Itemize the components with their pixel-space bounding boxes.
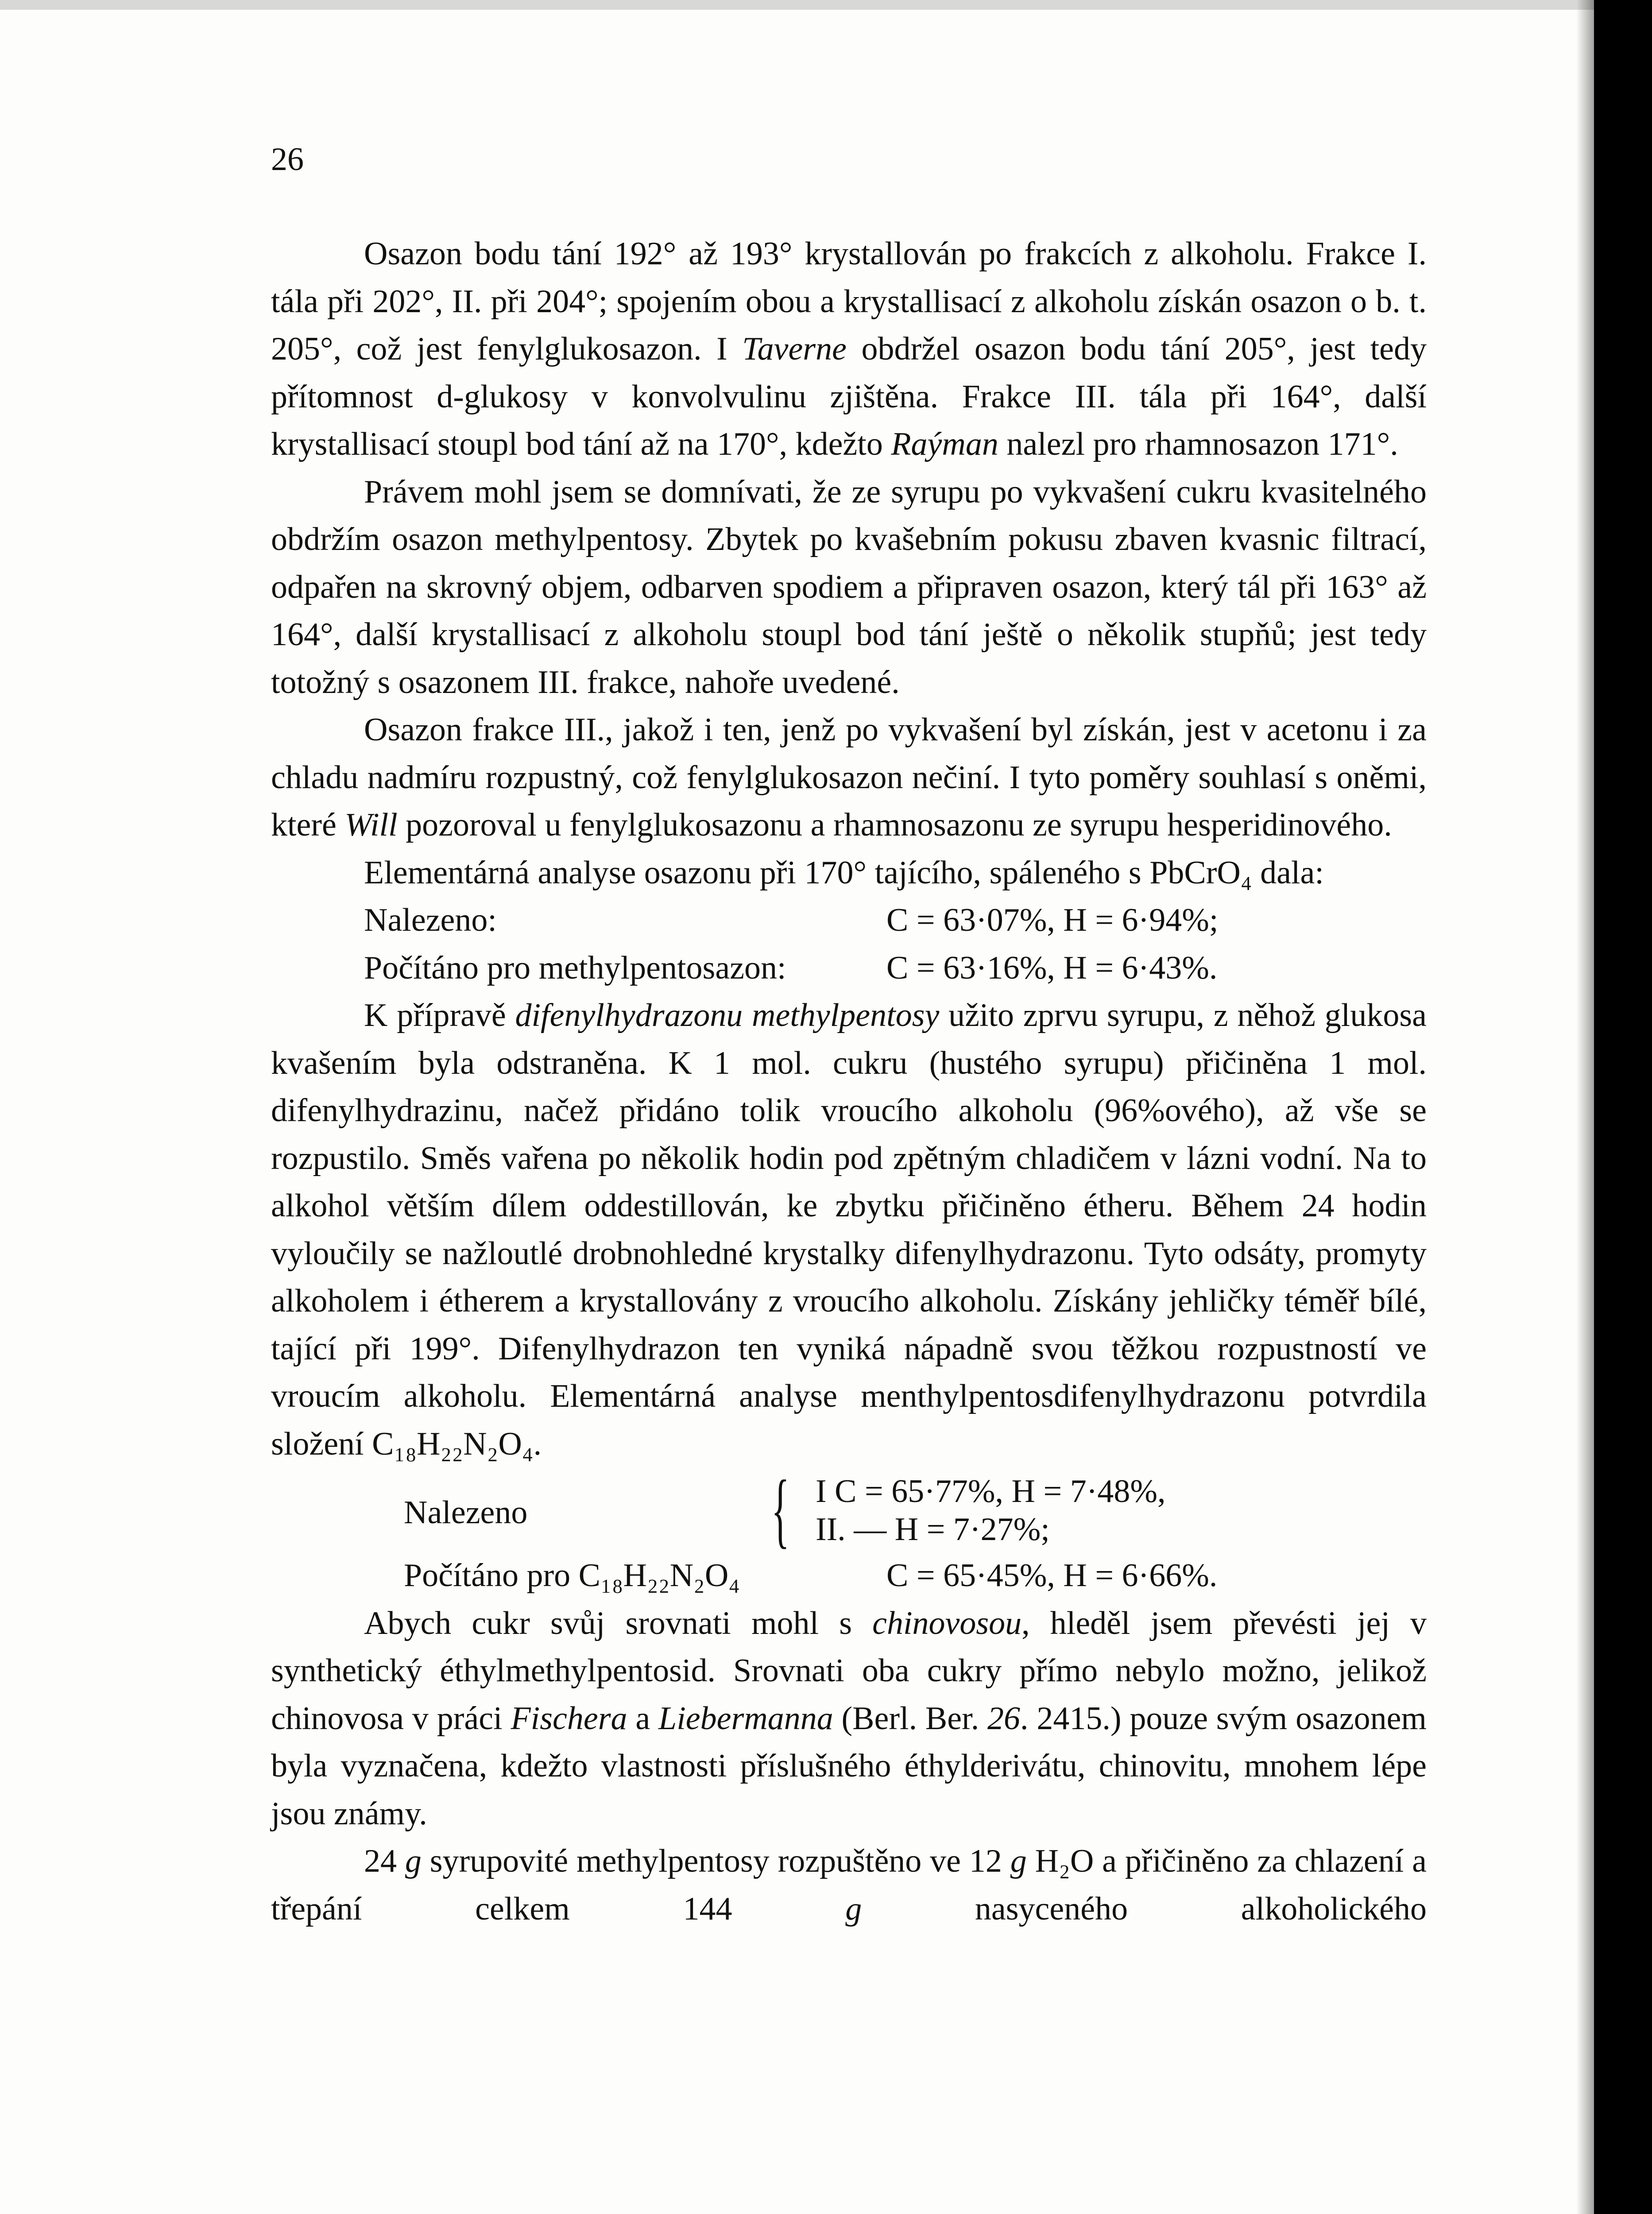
curly-brace-icon: { bbox=[771, 1463, 790, 1556]
unit-gram: g bbox=[405, 1843, 422, 1879]
paragraph-2: Právem mohl jsem se domnívati, že ze syrupu po vykvašení cukru kvasitelného obdržím osazon methylpentosy. Zbytek po kvašebním pokusu zbaven kvasnic filtrací, odpařen na skrovný objem, odbarven spodiem a připraven osazon, který tál při 163° až 164°, další krystallisací z alkoholu stoupl bod tání ještě o několik stupňů; jest tedy totožný s osazonem III. frakce, nahoře uvedené. bbox=[271, 473, 1427, 701]
analysis2-calc-row bbox=[271, 1552, 1427, 1600]
italic-term: difenylhydrazonu methylpentosy bbox=[515, 997, 940, 1033]
analysis2-found-block bbox=[271, 1463, 1427, 1556]
paragraph-3: Osazon frakce III., jakož i ten, jenž po vykvašení byl získán, jest v acetonu i za chladu nadmíru rozpustný, což fenylglukosazon nečiní. I tyto poměry souhlasí s oněmi, které Will pozoroval u fenylglukosazonu a rhamnosazonu ze syrupu hesperidinového. bbox=[271, 712, 1427, 843]
analysis2-row-1: I C = 65·77%, H = 7·48%, bbox=[816, 1473, 1166, 1510]
author-name: Raýman bbox=[891, 426, 998, 462]
volume-number: 26 bbox=[987, 1700, 1021, 1737]
analysis2-found-label: Nalezeno bbox=[404, 1494, 528, 1531]
analysis2-row-2: II. — H = 7·27%; bbox=[816, 1511, 1050, 1548]
scan-top-band bbox=[0, 0, 1594, 10]
paragraph-1: Osazon bodu tání 192° až 193° krystallován po frakcích z alkoholu. Frakce I. tála při 202°, II. při 204°; spojením obou a krystallisací z alkoholu získán osazon o b. t. 205°, což jest fenylglukosazon. I Taverne obdržel osazon bodu tání 205°, jest tedy přítomnost d-glukosy v konvolvulinu zjištěna. Frakce III. tála při 164°, další krystallisací stoupl bod tání až na 170°, kdežto Raýman nalezl pro rhamnosazon 171°. bbox=[271, 236, 1427, 462]
analysis-found-label: Nalezeno: bbox=[364, 902, 497, 938]
paragraph-7: 24 g syrupovité methylpentosy rozpuštěno ve 12 g H₂O a přičiněno za chlazení a třepání celkem 144 g nasyceného alkoholického bbox=[271, 1843, 1427, 1927]
italic-term: chinovosou bbox=[872, 1605, 1022, 1641]
paragraph-4: Elementárná analyse osazonu při 170° tajícího, spáleného s PbCrO₄ dala: bbox=[364, 854, 1324, 891]
author-name: Will bbox=[344, 807, 398, 843]
unit-gram: g bbox=[845, 1890, 862, 1927]
body-text bbox=[271, 230, 1427, 1933]
analysis-calc-label: Počítáno pro methylpentosazon: bbox=[364, 949, 786, 986]
page-number: 26 bbox=[271, 141, 304, 178]
analysis2-calc-label: Počítáno pro C₁₈H₂₂N₂O₄ bbox=[404, 1557, 740, 1594]
author-name: Taverne bbox=[742, 331, 847, 367]
paragraph-5: K přípravě difenylhydrazonu methylpentosy užito zprvu syrupu, z něhož glukosa kvašením byla odstraněna. K 1 mol. cukru (hustého syrupu) přičiněna 1 mol. difenylhydrazinu, načež přidáno tolik vroucího alkoholu (96%ového), až vše se rozpustilo. Směs vařena po několik hodin pod zpětným chladičem v lázni vodní. Na to alkohol větším dílem oddestillován, ke zbytku přičiněno étheru. Během 24 hodin vyloučily se nažloutlé drobnohledné krystalky difenylhydrazonu. Tyto odsáty, promyty alkoholem i étherem a krystallovány z vroucího alkoholu. Získány jehličky téměř bílé, tající při 199°. Difenylhydrazon ten vyniká nápadně svou těžkou rozpustností ve vroucím alkoholu. Elementárná analyse menthylpentosdifenylhydrazonu potvrdila složení C₁₈H₂₂N₂O₄. bbox=[271, 997, 1427, 1462]
analysis-found-value: C = 63·07%, H = 6·94%; bbox=[886, 902, 1219, 938]
author-name: Fischera bbox=[511, 1700, 627, 1737]
paragraph-6: Abych cukr svůj srovnati mohl s chinovosou, hleděl jsem převésti jej v synthetický éthylmethylpentosid. Srovnati oba cukry přímo nebylo možno, jelikož chinovosa v práci Fischera a Liebermanna (Berl. Ber. 26. 2415.) pouze svým osazonem byla vyznačena, kdežto vlastnosti příslušného éthylderivátu, chinovitu, mnohem lépe jsou známy. bbox=[271, 1605, 1427, 1832]
analysis-found-row bbox=[271, 897, 1427, 944]
author-name: Liebermanna bbox=[658, 1700, 833, 1737]
analysis-calc-value: C = 63·16%, H = 6·43%. bbox=[886, 949, 1218, 986]
analysis2-calc-value: C = 65·45%, H = 6·66%. bbox=[886, 1557, 1218, 1594]
unit-gram: g bbox=[1010, 1843, 1027, 1879]
analysis-calc-row bbox=[271, 944, 1427, 992]
page-edge-shadow bbox=[1576, 0, 1603, 2214]
